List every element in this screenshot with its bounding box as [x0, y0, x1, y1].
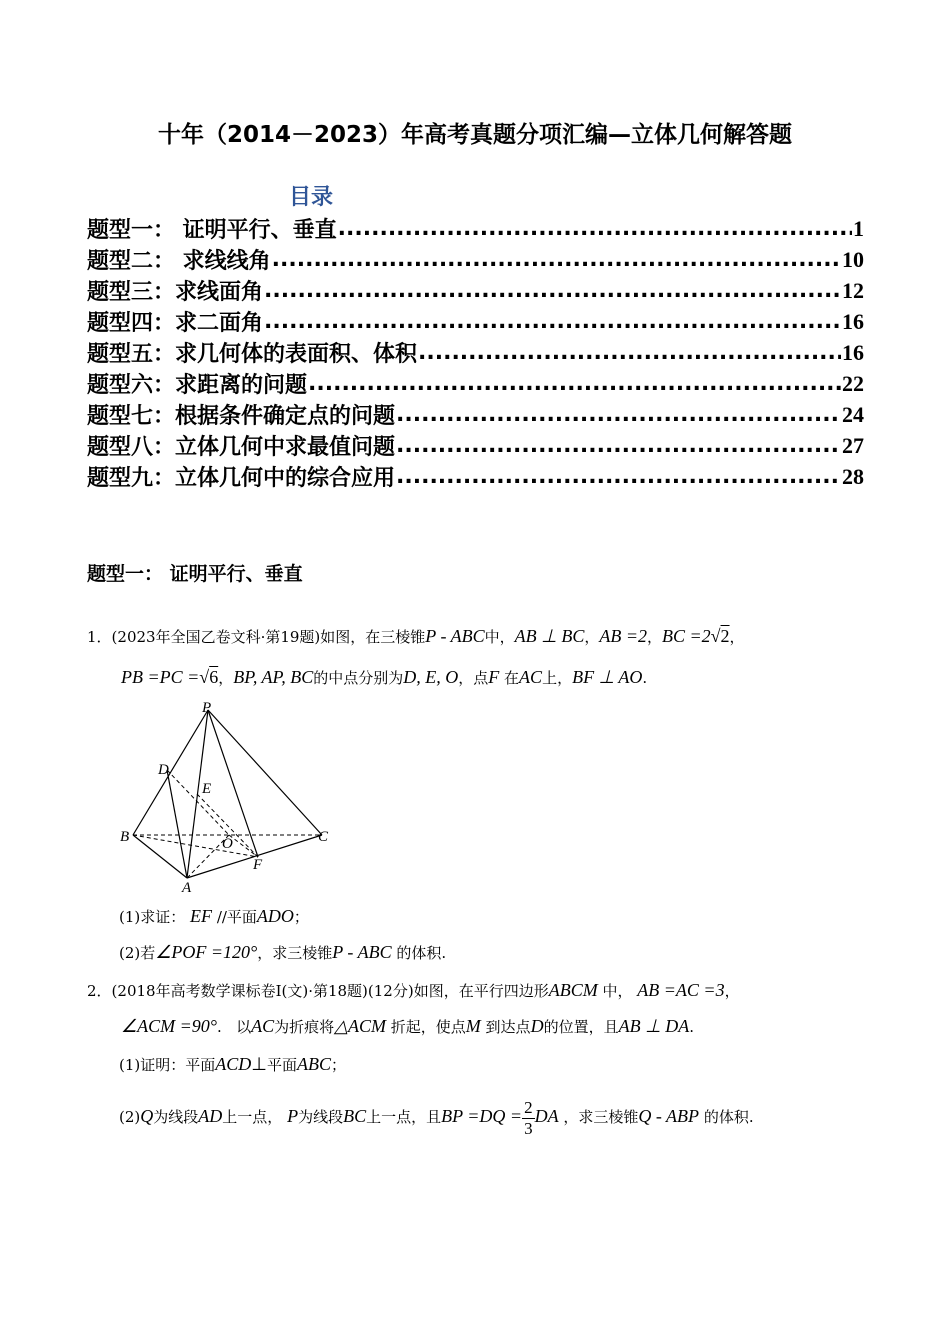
- q1-segments: BP, AP, BC: [233, 667, 314, 687]
- q2-bp-dq: BP =DQ =: [441, 1106, 523, 1126]
- q2-part-2: [119, 1094, 754, 1139]
- table-of-contents: [87, 213, 864, 492]
- q2-part2-text: 为线段: [153, 1108, 199, 1126]
- q1-part2-text: ，求三棱锥: [257, 944, 333, 962]
- q2-part2-text: 为线段: [298, 1108, 344, 1126]
- q2-part2-text: 上一点，: [222, 1108, 283, 1126]
- toc-item[interactable]: [87, 275, 864, 306]
- q1-bf-perp-ao: BF ⊥ AO: [572, 667, 643, 687]
- q1-pyramid-figure: [112, 700, 342, 900]
- q2-plane-abc: ABC: [296, 1054, 331, 1074]
- q1-text: ，: [646, 628, 662, 646]
- q1-ab-perp-bc: AB ⊥ BC: [514, 626, 585, 646]
- q2-part2-text: ，求三棱锥: [563, 1108, 639, 1126]
- q2-part1-text: (1)证明：平面: [119, 1056, 216, 1074]
- q2-da: DA: [534, 1106, 559, 1126]
- q2-part2-text: (2): [119, 1108, 141, 1126]
- q2-part2-text: 的体积.: [703, 1108, 754, 1126]
- toc-item[interactable]: [87, 461, 864, 492]
- q1-sqrt2: 2: [720, 626, 730, 646]
- q2-text: .: [216, 1018, 222, 1036]
- q2-point-m: M: [465, 1016, 481, 1036]
- page-title: 十年（2014－2023）年高考真题分项汇编—立体几何解答题: [157, 122, 793, 148]
- q2-point-d: D: [530, 1016, 544, 1036]
- segment-da: [167, 770, 187, 878]
- q2-line-1: [87, 980, 740, 1001]
- q1-text: 上，: [542, 669, 573, 687]
- q1-part1-text: //平面: [216, 908, 257, 926]
- sqrt-symbol: √: [199, 667, 210, 687]
- q1-line-1: [87, 626, 745, 647]
- q1-point-f: F: [488, 667, 500, 687]
- toc-item-label[interactable]: 题型八：立体几何中求最值问题: [87, 435, 396, 460]
- q1-text: 的中点分别为: [313, 669, 404, 687]
- q1-part2-text: 的体积.: [396, 944, 447, 962]
- q2-source: (2018年高考数学课标卷Ⅰ(文)·第18题)(12分)如图，在平行四边形: [111, 982, 549, 1000]
- fraction-numerator: 2: [524, 1097, 533, 1117]
- q2-part2-text: 上一点，且: [366, 1108, 442, 1126]
- q1-text: ，: [218, 669, 234, 687]
- q2-text: 的位置，且: [543, 1018, 619, 1036]
- q1-ef: EF: [190, 906, 213, 926]
- q2-bc: BC: [343, 1106, 367, 1126]
- toc-page-number[interactable]: 28: [842, 463, 864, 489]
- toc-item-label[interactable]: 题型一： 证明平行、垂直: [87, 218, 337, 243]
- q1-number: 1．: [87, 628, 112, 646]
- q1-part2-text: (2)若: [119, 944, 156, 962]
- toc-page-number[interactable]: 16: [842, 308, 864, 334]
- q1-bc-length: BC =2: [662, 626, 711, 646]
- q2-plane-acd: ACD: [215, 1054, 252, 1074]
- section-heading: 题型一： 证明平行、垂直: [87, 563, 303, 585]
- toc-leader-dots: [308, 371, 841, 396]
- toc-leader-dots: [418, 340, 841, 365]
- toc-leader-dots: [272, 247, 841, 272]
- label-b: B: [120, 829, 130, 845]
- q2-point-p: P: [287, 1106, 299, 1126]
- label-o: O: [222, 836, 233, 852]
- label-p: P: [202, 700, 212, 716]
- q1-ab-length: AB =2: [599, 626, 647, 646]
- toc-page-number[interactable]: 22: [842, 370, 864, 396]
- toc-item[interactable]: [87, 399, 864, 430]
- label-e: E: [202, 781, 212, 797]
- q2-ab-perp-da: AB ⊥ DA: [618, 1016, 690, 1036]
- q1-text: 中，: [484, 628, 515, 646]
- toc-page-number[interactable]: 27: [842, 432, 864, 458]
- fraction-denominator: 3: [524, 1118, 533, 1138]
- toc-page-number[interactable]: 1: [853, 215, 864, 241]
- q2-perp-symbol: ⊥: [251, 1054, 267, 1074]
- label-f: F: [253, 857, 263, 873]
- edge-pc: [208, 710, 322, 835]
- q2-point-q: Q: [140, 1106, 154, 1126]
- toc-item-label[interactable]: 题型二： 求线线角: [87, 249, 271, 274]
- toc-item-label[interactable]: 题型三：求线面角: [87, 280, 264, 305]
- toc-page-number[interactable]: 24: [842, 401, 864, 427]
- q2-text: 为折痕将: [274, 1018, 335, 1036]
- toc-item-label[interactable]: 题型七：根据条件确定点的问题: [87, 404, 396, 429]
- toc-item-label[interactable]: 题型五：求几何体的表面积、体积: [87, 342, 418, 367]
- q1-pyramid-2: P - ABC: [332, 942, 392, 962]
- q2-ac: AC: [251, 1016, 275, 1036]
- label-c: C: [318, 829, 329, 845]
- fraction-two-thirds: [522, 1098, 535, 1139]
- toc-item[interactable]: [87, 337, 864, 368]
- q2-ab-ac: AB =AC =3: [637, 980, 725, 1000]
- toc-item[interactable]: [87, 306, 864, 337]
- toc-item-label[interactable]: 题型九：立体几何中的综合应用: [87, 466, 396, 491]
- q1-part-1: [119, 906, 309, 927]
- q2-pyramid-qabp: Q - ABP: [638, 1106, 700, 1126]
- toc-item[interactable]: [87, 244, 864, 275]
- q1-part1-text: ；: [293, 908, 309, 926]
- toc-leader-dots: [396, 433, 841, 458]
- q1-plane-ado: ADO: [256, 906, 294, 926]
- q1-part1-text: (1)求证：: [119, 908, 186, 926]
- q2-text: ，: [724, 982, 740, 1000]
- sqrt-symbol: √: [710, 626, 721, 646]
- q2-text: .: [689, 1018, 695, 1036]
- q1-midpoints: D, E, O: [403, 667, 459, 687]
- q2-triangle-acm: △ACM: [334, 1016, 386, 1036]
- toc-item[interactable]: [87, 213, 864, 244]
- q1-text: .: [642, 669, 648, 687]
- q2-text: 以: [236, 1018, 252, 1036]
- q1-pyramid: P - ABC: [425, 626, 485, 646]
- toc-heading: 目录: [289, 185, 334, 210]
- q2-part1-text: 平面: [266, 1056, 297, 1074]
- label-d: D: [158, 762, 169, 778]
- q1-text: ，: [584, 628, 600, 646]
- q1-ac: AC: [519, 667, 543, 687]
- q1-source: (2023年全国乙卷文科·第19题)如图，在三棱锥: [111, 628, 426, 646]
- q2-parallelogram: ABCM: [548, 980, 598, 1000]
- q1-text: ，点: [458, 669, 489, 687]
- edge-ba: [133, 835, 187, 878]
- toc-item-label[interactable]: 题型四：求二面角: [87, 311, 264, 336]
- q2-part-1: [119, 1054, 346, 1075]
- q2-part1-text: ；: [330, 1056, 346, 1074]
- label-a: A: [182, 880, 192, 896]
- toc-page-number[interactable]: 16: [842, 339, 864, 365]
- q2-ad: AD: [198, 1106, 223, 1126]
- q1-part-2: [119, 942, 446, 963]
- q2-text: 折起，使点: [390, 1018, 466, 1036]
- q2-text: 中，: [602, 982, 633, 1000]
- q2-text: 到达点: [485, 1018, 531, 1036]
- toc-leader-dots: [264, 278, 841, 303]
- toc-leader-dots: [396, 464, 841, 489]
- toc-leader-dots: [396, 402, 841, 427]
- toc-page-number[interactable]: 10: [842, 246, 864, 272]
- edge-pb: [133, 710, 208, 835]
- q1-text: ，: [729, 628, 745, 646]
- segment-do: [167, 770, 229, 835]
- toc-leader-dots: [264, 309, 841, 334]
- toc-page-number[interactable]: 12: [842, 277, 864, 303]
- toc-item-label[interactable]: 题型六：求距离的问题: [87, 373, 308, 398]
- q1-pb-pc: PB =PC =: [121, 667, 200, 687]
- toc-item[interactable]: [87, 368, 864, 399]
- q1-line-2: [121, 667, 647, 688]
- q1-angle-pof: ∠POF =120°: [155, 942, 258, 962]
- q2-number: 2．: [87, 982, 112, 1000]
- toc-leader-dots: [338, 216, 852, 241]
- q2-line-2: [121, 1016, 694, 1037]
- segment-bf: [133, 835, 258, 857]
- q1-text: 在: [504, 669, 520, 687]
- q2-angle-acm: ∠ACM =90°: [121, 1016, 217, 1036]
- toc-item[interactable]: [87, 430, 864, 461]
- q1-sqrt6: 6: [209, 667, 219, 687]
